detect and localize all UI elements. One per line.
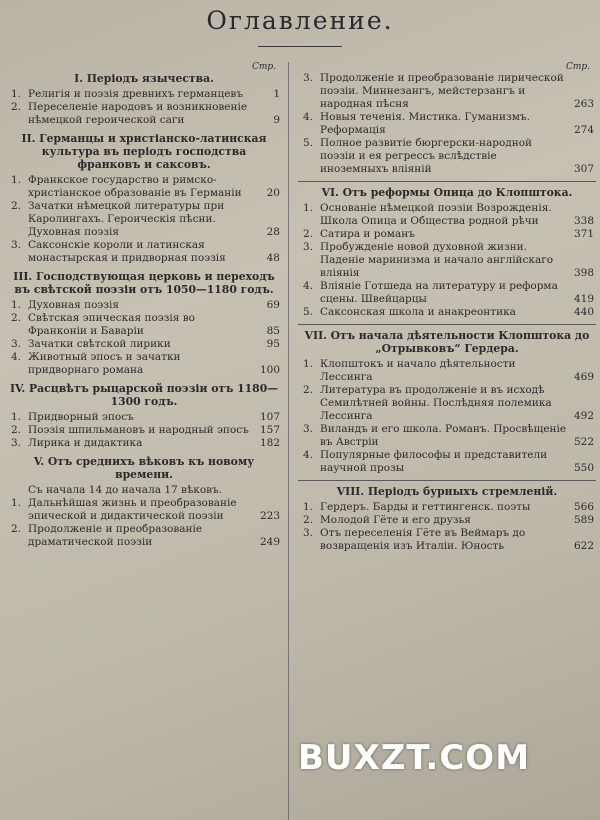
- entry-number: 1.: [303, 501, 314, 513]
- section-heading: VIII. Періодъ бурныхъ стремленій.: [298, 480, 596, 498]
- watermark: BUXZT.COM: [298, 738, 531, 778]
- toc-entry[interactable]: [298, 137, 596, 176]
- entry-number: 4.: [303, 111, 314, 123]
- entry-number: 2.: [11, 424, 22, 436]
- entry-title: Основаніе нѣмецкой поэзіи Возрожденія. Школа Опица и Общества родной рѣчи: [320, 202, 552, 227]
- entry-title: Молодой Гёте и его друзья: [320, 514, 471, 526]
- toc-entry[interactable]: [298, 280, 596, 306]
- toc-entry[interactable]: [6, 312, 282, 338]
- toc-entry[interactable]: [298, 358, 596, 384]
- entry-title: Продолженіе и преобразованіе лирической поэзіи. Миннезангъ, мейстерзангъ и народная пѣсня: [320, 72, 564, 110]
- title-rule: [258, 46, 342, 47]
- toc-entry[interactable]: [6, 200, 282, 239]
- entry-number: 4.: [11, 351, 22, 363]
- entry-number: 2.: [303, 228, 314, 240]
- entry-title: Виландъ и его школа. Романъ. Просвѣщеніе въ Австріи: [320, 423, 567, 448]
- entry-title: Отъ переселенія Гёте въ Веймаръ до возвращенія изъ Италіи. Юность: [320, 527, 526, 552]
- toc-entry[interactable]: [298, 501, 596, 514]
- entry-number: 5.: [303, 306, 314, 318]
- entry-page-number: 28: [266, 226, 280, 238]
- entry-page-number: 419: [573, 293, 594, 305]
- column-divider: [288, 62, 289, 820]
- entry-page-number: 469: [573, 371, 594, 383]
- entry-page-number: 85: [266, 325, 280, 337]
- page-column-label: Стр.: [565, 62, 590, 72]
- toc-entry[interactable]: [6, 497, 282, 523]
- entry-title: Лирика и дидактика: [28, 437, 143, 449]
- entry-title: Духовная поэзія: [28, 299, 119, 311]
- toc-section: [6, 72, 282, 127]
- entry-page-number: 249: [259, 536, 280, 548]
- toc-entry[interactable]: [298, 384, 596, 423]
- entry-number: 2.: [11, 200, 22, 212]
- entry-number: 1.: [11, 174, 22, 186]
- entry-title: Придворный эпосъ: [28, 411, 134, 423]
- entry-title: Полное развитіе бюргерски-народной поэзіи и ея регрессъ вслѣдствіе иноземныхъ вліяній: [320, 137, 533, 175]
- entry-page-number: 338: [573, 215, 594, 227]
- entry-number: 1.: [303, 202, 314, 214]
- section-heading: V. Отъ среднихъ вѣковъ къ новому времени.: [33, 455, 255, 481]
- entry-number: 1.: [11, 411, 22, 423]
- toc-entry[interactable]: [298, 202, 596, 228]
- entry-number: 3.: [11, 338, 22, 350]
- entry-number: 2.: [11, 523, 22, 535]
- entry-title: Вліяніе Готшеда на литературу и реформа сцены. Швейцарцы: [320, 280, 558, 305]
- entry-title: Сатира и романъ: [320, 228, 415, 240]
- entry-page-number: 274: [573, 124, 594, 136]
- entry-page-number: 440: [573, 306, 594, 318]
- entry-title: Свѣтская эпическая поэзія во Франконіи и Баваріи: [28, 312, 195, 337]
- entry-title: Религія и поэзія древнихъ германцевъ: [28, 88, 244, 100]
- entry-title: Пробужденіе новой духовной жизни. Паденіе маринизма и начало англійскаго вліянія: [320, 241, 554, 279]
- entry-page-number: 48: [266, 252, 280, 264]
- section-heading: I. Періодъ язычества.: [74, 72, 214, 85]
- entry-title: Саксонская школа и анакреонтика: [320, 306, 516, 318]
- entry-page-number: 307: [573, 163, 594, 175]
- entry-page-number: 157: [259, 424, 280, 436]
- section-heading: IV. Расцвѣтъ рыцарской поэзіи отъ 1180—1300 годъ.: [10, 382, 278, 408]
- toc-entry[interactable]: [298, 423, 596, 449]
- entry-number: 2.: [303, 384, 314, 396]
- section-heading: II. Германцы и христіанско-латинская культура въ періодъ господства франковъ и саксовъ.: [21, 132, 267, 171]
- entry-title: Поэзія шпильмановъ и народный эпосъ: [28, 424, 249, 436]
- section-heading: VII. Отъ начала дѣятельности Клопштока до „Отрывковъ“ Гердера.: [298, 324, 596, 355]
- entry-page-number: 550: [573, 462, 594, 474]
- page-column-label: Стр.: [251, 62, 276, 72]
- toc-entry[interactable]: [6, 411, 282, 424]
- entry-title: Гердеръ. Барды и геттингенск. поэты: [320, 501, 531, 513]
- toc-entry[interactable]: [6, 299, 282, 312]
- entry-number: 3.: [11, 239, 22, 251]
- toc-entry[interactable]: [298, 527, 596, 553]
- entry-title: Саксонскіе короли и латинская монастырская и придворная поэзія: [28, 239, 226, 264]
- entry-title: Дальнѣйшая жизнь и преобразованіе эпической и дидактической поэзіи: [28, 497, 237, 522]
- entry-title: Клопштокъ и начало дѣятельности Лессинга: [320, 358, 516, 383]
- entry-page-number: 566: [573, 501, 594, 513]
- entry-title: Животный эпосъ и зачатки придворнаго романа: [28, 351, 181, 376]
- entry-page-number: 622: [573, 540, 594, 552]
- entry-number: 3.: [303, 423, 314, 435]
- toc-section: [6, 382, 282, 450]
- section-heading: III. Господствующая церковь и переходъ въ свѣтской поэзіи отъ 1050—1180 годъ.: [13, 270, 275, 296]
- entry-number: 1.: [11, 497, 22, 509]
- entry-title: Новыя теченія. Мистика. Гуманизмъ. Реформація: [320, 111, 530, 136]
- entry-title: Продолженіе и преобразованіе драматической поэзіи: [28, 523, 203, 548]
- entry-page-number: 9: [273, 114, 280, 126]
- entry-title: Зачатки свѣтской лирики: [28, 338, 171, 350]
- entry-number: 2.: [11, 101, 22, 113]
- entry-number: 1.: [11, 299, 22, 311]
- toc-entry[interactable]: [298, 111, 596, 137]
- toc-section: [6, 270, 282, 377]
- left-column: [6, 62, 282, 554]
- entry-number: 4.: [303, 280, 314, 292]
- entry-number: 5.: [303, 137, 314, 149]
- entry-title: Зачатки нѣмецкой литературы при Каролингахъ. Героическія пѣсни. Духовная поэзія: [28, 200, 225, 238]
- entry-page-number: 223: [259, 510, 280, 522]
- entry-page-number: 371: [573, 228, 594, 240]
- toc-entry[interactable]: [6, 351, 282, 377]
- right-column: [298, 62, 596, 558]
- toc-entry[interactable]: [298, 306, 596, 319]
- toc-entry[interactable]: [6, 523, 282, 549]
- entry-number: 3.: [303, 527, 314, 539]
- toc-section: [298, 480, 596, 553]
- toc-section: [298, 72, 596, 176]
- entry-page-number: 182: [259, 437, 280, 449]
- toc-entry[interactable]: [298, 228, 596, 241]
- entry-title: Литература въ продолженіе и въ исходѣ Семилѣтней войны. Послѣдняя полемика Лессинга: [320, 384, 552, 422]
- toc-section: [298, 181, 596, 319]
- entry-number: 1.: [303, 358, 314, 370]
- page-title: Оглавление.: [206, 6, 394, 35]
- entry-number: 3.: [303, 241, 314, 253]
- entry-page-number: 69: [266, 299, 280, 311]
- entry-page-number: 263: [573, 98, 594, 110]
- toc-entry[interactable]: [298, 514, 596, 527]
- toc-entry[interactable]: [298, 449, 596, 475]
- entry-page-number: 107: [259, 411, 280, 423]
- section-intro: Съ начала 14 до начала 17 вѣковъ.: [28, 484, 223, 496]
- entry-page-number: 95: [266, 338, 280, 350]
- entry-page-number: 492: [573, 410, 594, 422]
- entry-page-number: 398: [573, 267, 594, 279]
- entry-number: 1.: [11, 88, 22, 100]
- entry-page-number: 589: [573, 514, 594, 526]
- entry-number: 3.: [11, 437, 22, 449]
- entry-page-number: 20: [266, 187, 280, 199]
- toc-entry[interactable]: [6, 424, 282, 437]
- entry-number: 2.: [303, 514, 314, 526]
- entry-number: 3.: [303, 72, 314, 84]
- entry-page-number: 100: [259, 364, 280, 376]
- toc-entry[interactable]: [298, 72, 596, 111]
- entry-page-number: 1: [273, 88, 280, 100]
- toc-entry[interactable]: [6, 174, 282, 200]
- entry-page-number: 522: [573, 436, 594, 448]
- toc-entry[interactable]: [6, 338, 282, 351]
- toc-section: [6, 455, 282, 549]
- toc-entry[interactable]: [6, 437, 282, 450]
- toc-entry[interactable]: [6, 88, 282, 101]
- entry-title: Популярные философы и представители научной прозы: [320, 449, 548, 474]
- toc-entry[interactable]: [6, 239, 282, 265]
- toc-section: [298, 324, 596, 475]
- entry-title: Франкское государство и римско-христіанское образованіе въ Германіи: [28, 174, 242, 199]
- entry-number: 4.: [303, 449, 314, 461]
- entry-title: Переселеніе народовъ и возникновеніе нѣмецкой героической саги: [28, 101, 248, 126]
- toc-entry[interactable]: [298, 241, 596, 280]
- entry-number: 2.: [11, 312, 22, 324]
- toc-entry[interactable]: [6, 101, 282, 127]
- section-heading: VI. Отъ реформы Опица до Клопштока.: [298, 181, 596, 199]
- toc-section: [6, 132, 282, 265]
